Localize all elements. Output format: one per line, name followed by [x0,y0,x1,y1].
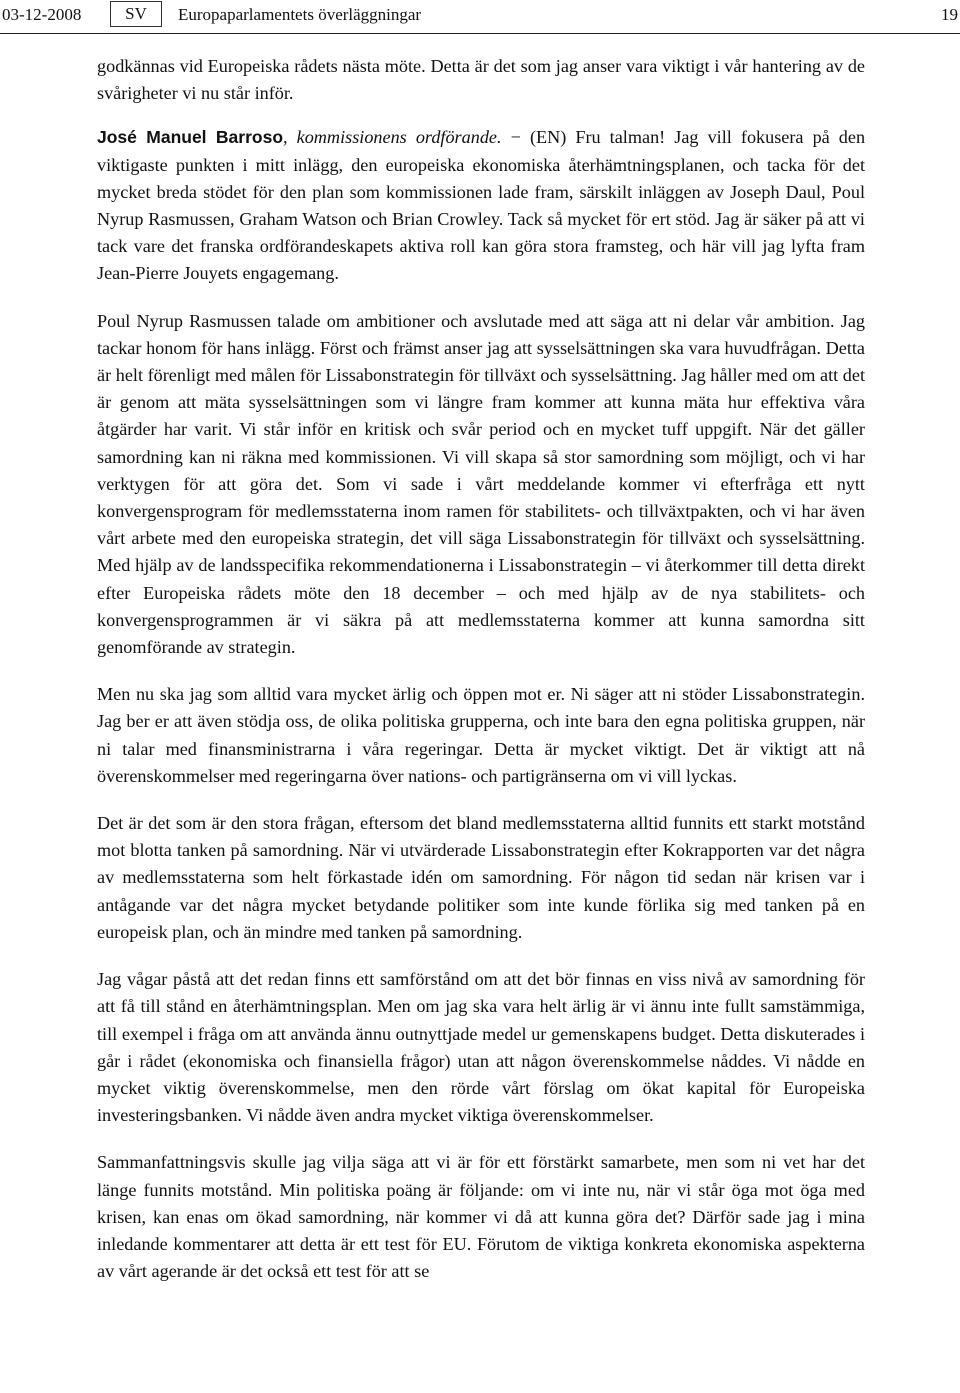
language-badge: SV [110,1,162,27]
paragraph: Sammanfattningsvis skulle jag vilja säga att vi är för ett förstärkt samarbete, men som ni vet har det länge funnits motstånd. Min politiska poäng är följande: om vi inte nu, när vi står öga mot öga med krisen, kan enas om ökad samordning, när kommer vi då att kunna göra det? Därför sade jag i mina inledande kommentarer att detta är ett test för EU. Förutom de viktiga konkreta ekonomiska aspekterna av vårt agerande är det också ett test för att se [97,1152,865,1282]
document-body [97,53,865,1305]
page-number: 19 [941,5,958,24]
header-date: 03-12-2008 [2,5,82,24]
language-tag: (EN) [529,127,567,148]
speaker-role: , kommissionens ordförande. [283,127,502,148]
paragraph: godkännas vid Europeiska rådets nästa möte. Detta är det som jag anser vara viktigt i vår hantering av de svårigheter vi nu står inför. [97,56,865,104]
header-title: Europaparlamentets överläggningar [178,5,422,24]
paragraph: Det är det som är den stora frågan, eftersom det bland medlemsstaterna alltid funnits ett starkt motstånd mot blotta tanken på samordning. När vi utvärderade Lissabonstrategin efter Kokrapporten var det några av medlemsstaterna som helt förkastade idén om samordning. För någon tid sedan när krisen var i antågande var det några mycket betydande politiker som inte kunde förlika sig med tanken på en europeisk plan, och än mindre med tanken på samordning. [97,813,865,942]
speaker-name: José Manuel Barroso [97,127,284,148]
paragraph: Jag vågar påstå att det redan finns ett samförstånd om att det bör finnas en viss nivå av samordning för att få till stånd en återhämtningsplan. Men om jag ska vara helt ärlig är vi ännu inte fullt samstämmiga, till exempel i fråga om att använda ännu outnyttjade medel ur gemenskapens budget. Detta diskuterades i går i rådet (ekonomiska och finansiella frågor) utan att någon överenskommelse nåddes. Vi nådde en mycket viktig överenskommelse, men den rörde vårt förslag om ökat kapital för Europeiska investeringsbanken. Vi nådde även andra mycket viktiga överenskommelser. [97,969,865,1126]
page-header [0,0,960,34]
header-divider [0,33,960,34]
speech-dash: − [510,127,521,148]
speech-text: Fru talman! Jag vill fokusera på den viktigaste punkten i mitt inlägg, den europeiska ekonomiska återhämtningsplanen, och tacka för det mycket breda stödet för den plan som kommissionen lade fram, särskilt inläggen av Joseph Daul, Poul Nyrup Rasmussen, Graham Watson och Brian Crowley. Tack så mycket för ert stöd. Jag är säker på att vi tack vare det franska ordförandeskapets aktiva roll kan göra stora framsteg, och här vill jag lyfta fram Jean-Pierre Jouyets engagemang. [97,127,866,284]
paragraph: Poul Nyrup Rasmussen talade om ambitioner och avslutade med att säga att ni delar vår ambition. Jag tackar honom för hans inlägg. Först och främst anser jag att sysselsättningen ska vara huvudfrågan. Detta är helt förenligt med målen för Lissabonstrategin för tillväxt och sysselsättning. Jag håller med om att det är genom att mäta sysselsättningen som vi längre fram kommer att kunna mäta hur effektiva våra åtgärder har varit. Vi står inför en kritisk och svår period och en mycket tuff uppgift. När det gäller samordning kan ni räkna med kommissionen. Vi vill skapa så stor samordning som möjligt, och vi har verktygen för att göra det. Som vi sade i vårt meddelande kommer vi efterfråga ett nytt konvergensprogram för medlemsstaterna inom ramen för stabilitets- och tillväxtpakten, och vi har även vårt arbete med den europeiska strategin, det vill säga Lissabonstrategin för tillväxt och sysselsättning. Med hjälp av de landsspecifika rekommendationerna i Lissabonstrategin – vi återkommer till detta direkt efter Europeiska rådets möte den 18 december – och med hjälp av de nya stabilitets- och konvergensprogrammen är vi säkra på att medlemsstaterna kommer att kunna samordna sitt genomförande av strategin. [97,310,865,658]
speech-paragraph [97,124,865,287]
paragraph: Men nu ska jag som alltid vara mycket ärlig och öppen mot er. Ni säger att ni stöder Lissabonstrategin. Jag ber er att även stödja oss, de olika politiska grupperna, och inte bara den egna politiska gruppen, när ni talar med finansministrarna i våra regeringar. Detta är mycket viktigt. Det är viktigt att nå överenskommelser med regeringarna över nations- och partigränserna om vi vill lyckas. [97,684,865,786]
